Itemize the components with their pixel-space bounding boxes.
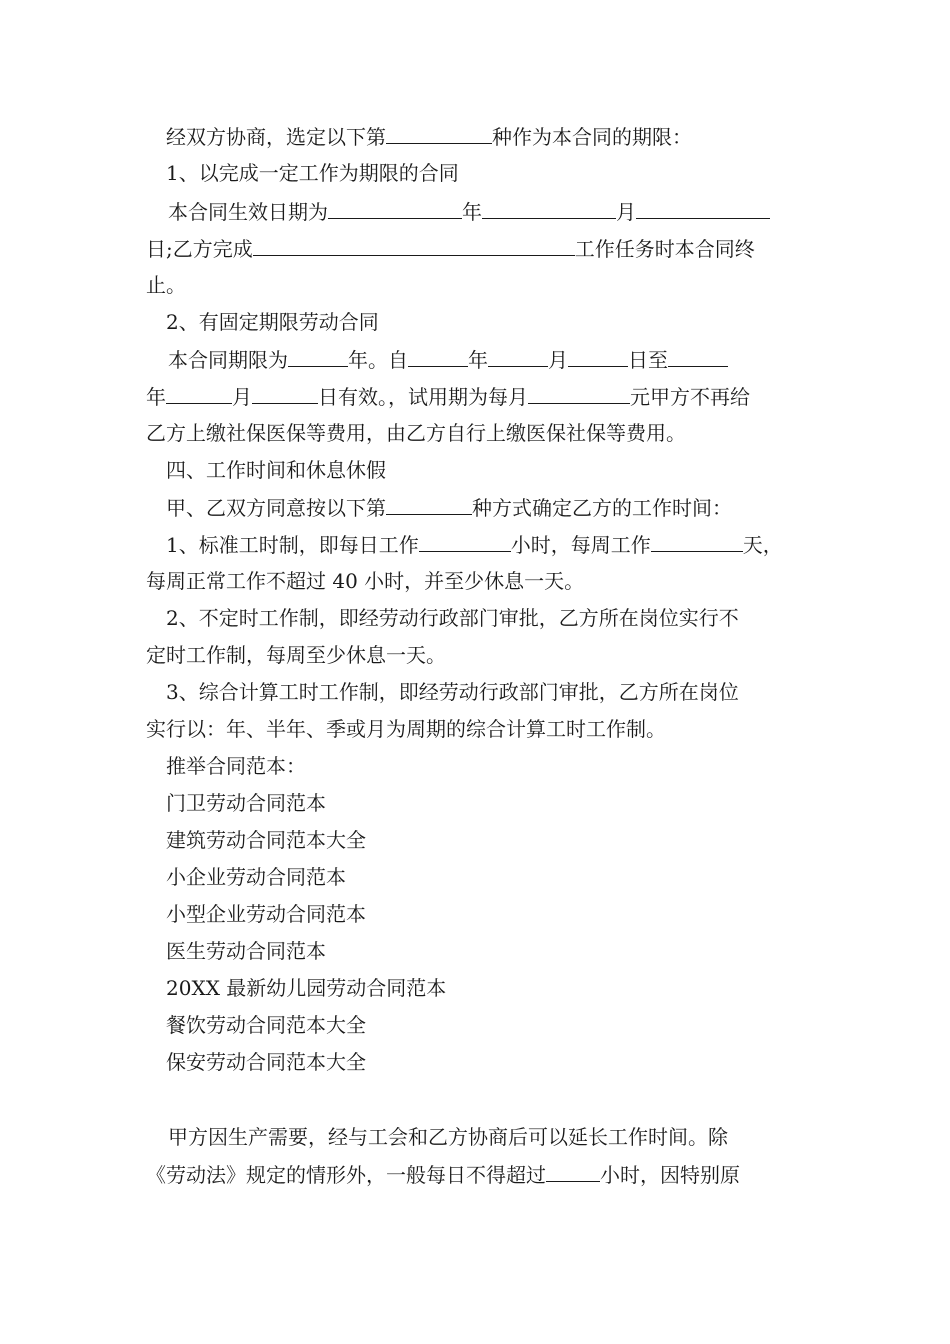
paragraph: 甲方因生产需要，经与工会和乙方协商后可以延长工作时间。除 [168,1125,728,1149]
paragraph: 经双方协商，选定以下第 种作为本合同的期限： [166,125,692,149]
blank-field [568,346,628,367]
blank-field [651,531,743,552]
paragraph: 止。 [146,273,186,297]
paragraph: 甲、乙双方同意按以下第 种方式确定乙方的工作时间： [166,496,732,520]
blank-field [288,346,348,367]
paragraph: 实行以：年、半年、季或月为周期的综合计算工时工作制。 [146,717,666,741]
blank-field [546,1161,600,1182]
recommend-link[interactable]: 门卫劳动合同范本 [166,791,326,815]
paragraph: 每周正常工作不超过 40 小时，并至少休息一天。 [146,569,585,593]
blank-field [419,531,511,552]
paragraph: 3、综合计算工时工作制，即经劳动行政部门审批，乙方所在岗位 [166,680,739,704]
blank-field [488,346,548,367]
section-heading: 四、工作时间和休息休假 [166,458,386,482]
paragraph: 1、以完成一定工作为期限的合同 [166,161,459,185]
blank-field [636,198,770,219]
blank-field [386,494,472,515]
blank-field [252,383,318,404]
paragraph: 定时工作制，每周至少休息一天。 [146,643,446,667]
paragraph: 1、标准工时制，即每日工作 小时，每周工作 天， [166,533,783,557]
recommend-link[interactable]: 保安劳动合同范本大全 [166,1050,366,1074]
blank-field [328,198,462,219]
paragraph: 日;乙方完成 工作任务时本合同终 [146,237,755,261]
blank-field [166,383,232,404]
paragraph: 本合同期限为 年。自 年 月 日至 [168,346,728,373]
paragraph: 2、不定时工作制，即经劳动行政部门审批，乙方所在岗位实行不 [166,606,739,630]
blank-field [528,383,630,404]
paragraph: 乙方上缴社保医保等费用，由乙方自行上缴医保社保等费用。 [146,421,686,445]
blank-field [253,235,575,256]
recommend-link[interactable]: 小企业劳动合同范本 [166,865,346,889]
recommend-link[interactable]: 医生劳动合同范本 [166,939,326,963]
recommend-link[interactable]: 餐饮劳动合同范本大全 [166,1013,366,1037]
paragraph: 2、有固定期限劳动合同 [166,310,379,334]
blank-field [386,123,492,144]
paragraph: 《劳动法》规定的情形外，一般每日不得超过 小时，因特别原 [146,1163,740,1187]
blank-field [668,346,728,367]
recommend-link[interactable]: 建筑劳动合同范本大全 [166,828,366,852]
blank-field [408,346,468,367]
blank-field [482,198,616,219]
recommend-heading: 推举合同范本： [166,754,306,778]
recommend-link[interactable]: 20XX 最新幼儿园劳动合同范本 [166,976,447,1000]
recommend-link[interactable]: 小型企业劳动合同范本 [166,902,366,926]
paragraph: 本合同生效日期为 年 月 [168,198,770,225]
paragraph: 年 月 日有效。，试用期为每月 元甲方不再给 [146,385,750,409]
